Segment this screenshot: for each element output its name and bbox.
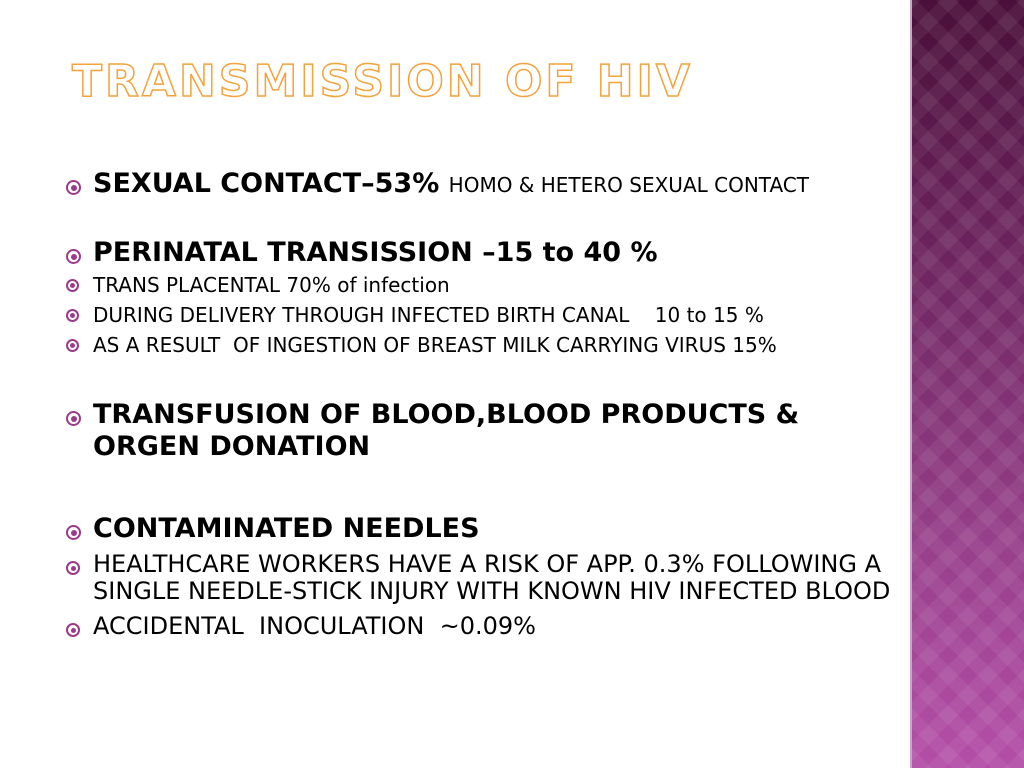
bullet-text: AS A RESULT OF INGESTION OF BREAST MILK CARRYING VIRUS 15% [93,333,777,357]
bullet-text: HEALTHCARE WORKERS HAVE A RISK OF APP. 0.3% FOLLOWING A SINGLE NEEDLE-STICK INJURY WITH KNOWN HIV INFECTED BLOOD [93,550,891,605]
circle-bullet-icon [66,180,81,195]
circle-bullet-icon [66,525,81,540]
bullet-trans-placental [62,271,892,299]
bullet-text: ACCIDENTAL INOCULATION ~0.09% [93,612,536,640]
bullet-healthcare-workers [62,551,892,605]
bullet-breast-milk [62,331,892,359]
bullet-detail: HOMO & HETERO SEXUAL CONTACT [448,173,809,197]
decorative-side-band [912,0,1024,768]
bullet-heading: SEXUAL CONTACT–53% [93,168,440,199]
circle-bullet-icon [66,279,79,292]
circle-bullet-icon [66,249,81,264]
bullet-list [62,168,892,640]
bullet-perinatal [62,237,892,269]
bullet-text: TRANS PLACENTAL 70% of infection [93,273,450,297]
bullet-during-delivery [62,301,892,329]
slide-title: TRANSMISSION OF HIV [72,56,693,107]
bullet-transfusion [62,399,892,463]
bullet-accidental-inoculation [62,613,892,640]
bullet-contaminated-needles [62,513,892,545]
circle-bullet-icon [66,623,80,637]
bullet-sexual-contact [62,168,892,201]
bullet-text: DURING DELIVERY THROUGH INFECTED BIRTH CANAL 10 to 15 % [93,303,764,327]
circle-bullet-icon [66,309,79,322]
bullet-heading: PERINATAL TRANSISSION –15 to 40 % [93,237,658,268]
circle-bullet-icon [66,411,81,426]
circle-bullet-icon [66,561,80,575]
bullet-heading: CONTAMINATED NEEDLES [93,513,480,544]
bullet-heading: TRANSFUSION OF BLOOD,BLOOD PRODUCTS & ORGEN DONATION [93,399,800,462]
circle-bullet-icon [66,339,79,352]
